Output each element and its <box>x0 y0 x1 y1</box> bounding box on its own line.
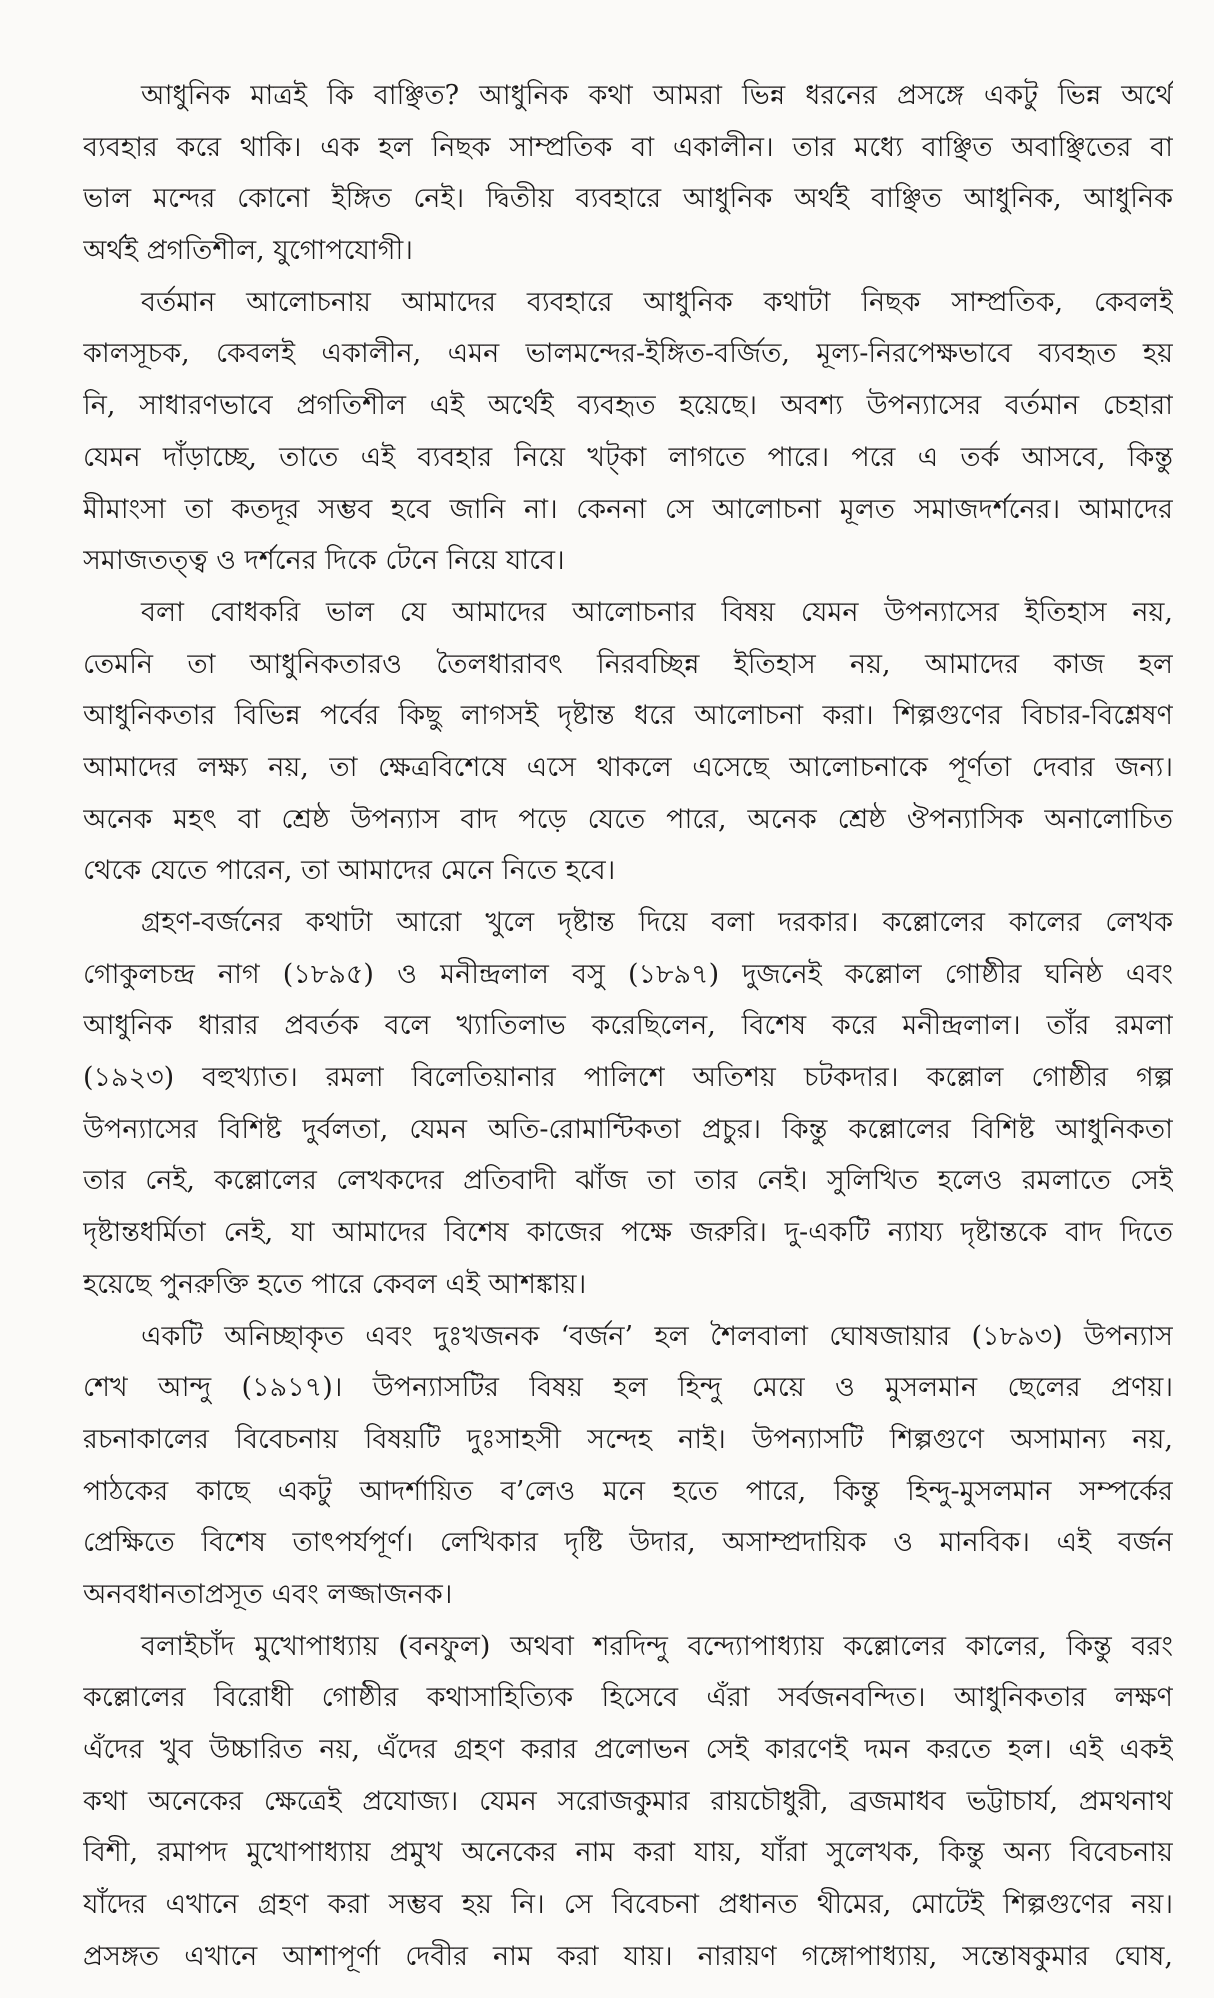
book-page-text <box>83 70 1173 1982</box>
paragraph <box>83 1311 1173 1621</box>
text-line: বর্তমান আলোচনায় আমাদের ব্যবহারে আধুনিক কথাটা নিছক সাম্প্রতিক, কেবলই <box>141 286 1173 318</box>
text-line: তার নেই, কল্লোলের লেখকদের প্রতিবাদী ঝাঁজ তা তার নেই। সুলিখিত হলেও রমলাতে সেই <box>83 1165 1173 1197</box>
text-line: প্রেক্ষিতে বিশেষ তাৎপর্যপূর্ণ। লেখিকার দৃষ্টি উদার, অসাম্প্রদায়িক ও মানবিক। এই বর্জন <box>83 1527 1173 1559</box>
text-line: আধুনিক ধারার প্রবর্তক বলে খ্যাতিলাভ করেছিলেন, বিশেষ করে মনীন্দ্রলাল। তাঁর রমলা <box>83 1010 1173 1042</box>
text-line: উপন্যাসের বিশিষ্ট দুর্বলতা, যেমন অতি-রোমান্টিকতা প্রচুর। কিন্তু কল্লোলের বিশিষ্ট আধুনিকতা <box>83 1113 1173 1145</box>
text-line: দৃষ্টান্তধর্মিতা নেই, যা আমাদের বিশেষ কাজের পক্ষে জরুরি। দু-একটি ন্যায্য দৃষ্টান্তকে বাদ দিতে <box>83 1217 1173 1249</box>
paragraph <box>83 277 1173 587</box>
text-line: পাঠকের কাছে একটু আদর্শায়িত ব’লেও মনে হতে পারে, কিন্তু হিন্দু-মুসলমান সম্পর্কের <box>83 1475 1173 1507</box>
text-line: অনবধানতাপ্রসূত এবং লজ্জাজনক। <box>83 1578 453 1610</box>
text-line: আমাদের লক্ষ্য নয়, তা ক্ষেত্রবিশেষে এসে থাকলে এসেছে আলোচনাকে পূর্ণতা দেবার জন্য। <box>83 751 1173 783</box>
text-line: আধুনিকতার বিভিন্ন পর্বের কিছু লাগসই দৃষ্টান্ত ধরে আলোচনা করা। শিল্পগুণের বিচার-বিশ্লেষণ <box>83 700 1173 732</box>
text-line: বলা বোধকরি ভাল যে আমাদের আলোচনার বিষয় যেমন উপন্যাসের ইতিহাস নয়, <box>141 596 1173 628</box>
text-line: থেকে যেতে পারেন, তা আমাদের মেনে নিতে হবে। <box>83 855 616 887</box>
text-line: মীমাংসা তা কতদূর সম্ভব হবে জানি না। কেননা সে আলোচনা মূলত সমাজদর্শনের। আমাদের <box>83 493 1173 525</box>
text-line: কথা অনেকের ক্ষেত্রেই প্রযোজ্য। যেমন সরোজকুমার রায়চৌধুরী, ব্রজমাধব ভট্টাচার্য, প্রমথনাথ <box>83 1785 1173 1817</box>
paragraph <box>83 587 1173 897</box>
text-line: যাঁদের এখানে গ্রহণ করা সম্ভব হয় নি। সে বিবেচনা প্রধানত থীমের, মোটেই শিল্পগুণের নয়। <box>83 1889 1173 1921</box>
text-line: বলাইচাঁদ মুখোপাধ্যায় (বনফুল) অথবা শরদিন্দু বন্দ্যোপাধ্যায় কল্লোলের কালের, কিন্তু বরং <box>141 1630 1173 1662</box>
text-line: যেমন দাঁড়াচ্ছে, তাতে এই ব্যবহার নিয়ে খট্‌কা লাগতে পারে। পরে এ তর্ক আসবে, কিন্তু <box>83 441 1173 473</box>
text-line: ভাল মন্দের কোনো ইঙ্গিত নেই। দ্বিতীয় ব্যবহারে আধুনিক অর্থই বাঞ্ছিত আধুনিক, আধুনিক <box>83 183 1173 215</box>
text-line: প্রসঙ্গত এখানে আশাপূর্ণা দেবীর নাম করা যায়। নারায়ণ গঙ্গোপাধ্যায়, সন্তোষকুমার ঘোষ, <box>83 1940 1173 1972</box>
text-line: আধুনিক মাত্রই কি বাঞ্ছিত? আধুনিক কথা আমরা ভিন্ন ধরনের প্রসঙ্গে একটু ভিন্ন অর্থে <box>141 80 1173 111</box>
text-line: গোকুলচন্দ্র নাগ (১৮৯৫) ও মনীন্দ্রলাল বসু (১৮৯৭) দুজনেই কল্লোল গোষ্ঠীর ঘনিষ্ঠ এবং <box>83 958 1173 990</box>
text-line: সমাজতত্ত্ব ও দর্শনের দিকে টেনে নিয়ে যাবে। <box>83 545 565 577</box>
text-line: অনেক মহৎ বা শ্রেষ্ঠ উপন্যাস বাদ পড়ে যেতে পারে, অনেক শ্রেষ্ঠ ঔপন্যাসিক অনালোচিত <box>83 803 1173 835</box>
text-line: একটি অনিচ্ছাকৃত এবং দুঃখজনক ‘বর্জন’ হল শৈলবালা ঘোষজায়ার (১৮৯৩) উপন্যাস <box>141 1320 1173 1352</box>
text-line: ব্যবহার করে থাকি। এক হল নিছক সাম্প্রতিক বা একালীন। তার মধ্যে বাঞ্ছিত অবাঞ্ছিতের বা <box>83 131 1173 163</box>
text-line: বিশী, রমাপদ মুখোপাধ্যায় প্রমুখ অনেকের নাম করা যায়, যাঁরা সুলেখক, কিন্তু অন্য বিবেচনায় <box>83 1837 1173 1869</box>
text-line: তেমনি তা আধুনিকতারও তৈলধারাবৎ নিরবচ্ছিন্ন ইতিহাস নয়, আমাদের কাজ হল <box>83 648 1173 680</box>
text-line: অর্থই প্রগতিশীল, যুগোপযোগী। <box>83 235 413 267</box>
text-line: নি, সাধারণভাবে প্রগতিশীল এই অর্থেই ব্যবহৃত হয়েছে। অবশ্য উপন্যাসের বর্তমান চেহারা <box>83 390 1173 422</box>
paragraph <box>83 1621 1173 1983</box>
text-line: কল্লোলের বিরোধী গোষ্ঠীর কথাসাহিত্যিক হিসেবে এঁরা সর্বজনবন্দিত। আধুনিকতার লক্ষণ <box>83 1682 1173 1714</box>
text-line: এঁদের খুব উচ্চারিত নয়, এঁদের গ্রহণ করার প্রলোভন সেই কারণেই দমন করতে হল। এই একই <box>83 1734 1173 1765</box>
text-line: রচনাকালের বিবেচনায় বিষয়টি দুঃসাহসী সন্দেহ নাই। উপন্যাসটি শিল্পগুণে অসামান্য নয়, <box>83 1423 1173 1455</box>
text-line: হয়েছে পুনরুক্তি হতে পারে কেবল এই আশঙ্কায়। <box>83 1268 587 1300</box>
paragraph <box>83 70 1173 277</box>
text-line: শেখ আন্দু (১৯১৭)। উপন্যাসটির বিষয় হল হিন্দু মেয়ে ও মুসলমান ছেলের প্রণয়। <box>83 1372 1173 1404</box>
paragraph <box>83 897 1173 1311</box>
text-line: (১৯২৩) বহুখ্যাত। রমলা বিলেতিয়ানার পালিশে অতিশয় চটকদার। কল্লোল গোষ্ঠীর গল্প <box>83 1062 1173 1094</box>
text-line: কালসূচক, কেবলই একালীন, এমন ভালমন্দের-ইঙ্গিত-বর্জিত, মূল্য-নিরপেক্ষভাবে ব্যবহৃত হয় <box>83 338 1173 370</box>
text-line: গ্রহণ-বর্জনের কথাটা আরো খুলে দৃষ্টান্ত দিয়ে বলা দরকার। কল্লোলের কালের লেখক <box>141 907 1173 938</box>
